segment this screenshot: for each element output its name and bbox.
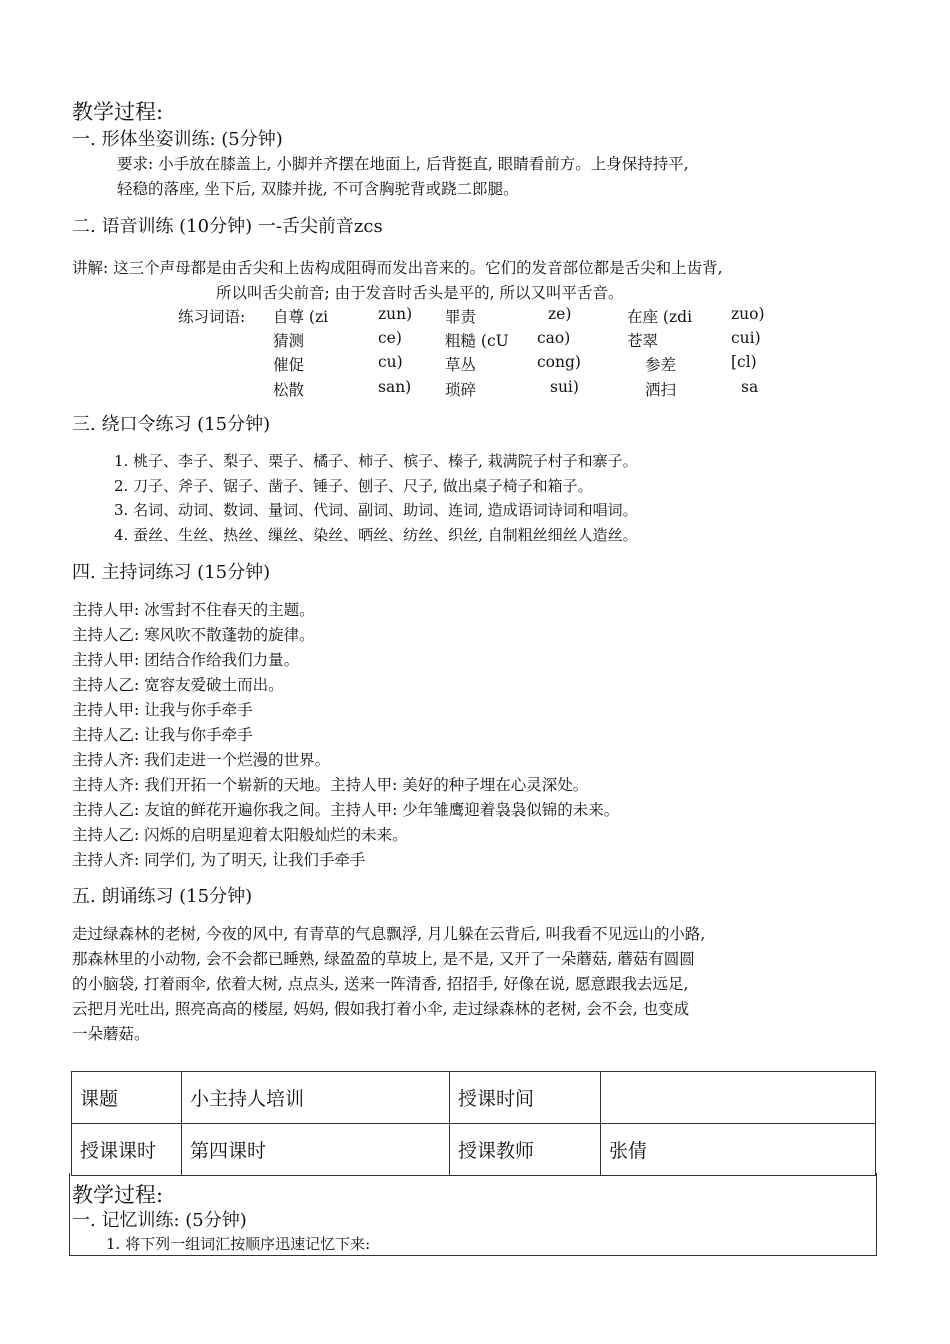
section-4-title: 四. 主持词练习 (15分钟) [72, 562, 271, 583]
memory-training-title: 一. 记忆训练: (5分钟) [72, 1210, 247, 1231]
tongue-twister-1: 1. 桃子、李子、梨子、栗子、橘子、柿子、槟子、榛子, 栽满院子村子和寨子。 [114, 452, 638, 470]
host-line-7: 主持人齐: 我们走进一个烂漫的世界。 [72, 751, 331, 769]
host-line-3: 主持人甲: 团结合作给我们力量。 [72, 651, 300, 669]
vocab-cell: 粗糙 (cU [445, 332, 509, 350]
vocab-cell: zun) [378, 305, 413, 323]
page-heading: 教学过程: [72, 100, 164, 124]
vocab-cell: sui) [550, 378, 579, 396]
lesson-time-label: 授课时间 [450, 1072, 601, 1124]
vocab-cell: 自尊 (zi [273, 308, 329, 326]
vocab-cell: 猜测 [273, 332, 305, 350]
recitation-line-1: 走过绿森林的老树, 今夜的风中, 有青草的气息飘浮, 月儿躲在云背后, 叫我看不见远山的小路, [72, 925, 706, 943]
vocab-cell: 草丛 [445, 356, 477, 374]
vocab-cell: cui) [731, 329, 761, 347]
memory-training-item-1: 1. 将下列一组词汇按顺序迅速记忆下来: [106, 1235, 371, 1253]
section-3-title: 三. 绕口令练习 (15分钟) [72, 414, 271, 435]
teacher-label: 授课教师 [450, 1124, 601, 1176]
section-1-text-line-1: 要求: 小手放在膝盖上, 小脚并齐摆在地面上, 后背挺直, 眼睛看前方。上身保持持平, [117, 155, 689, 173]
tongue-twister-3: 3. 名词、动词、数词、量词、代词、副词、助词、连词, 造成语词诗词和唱词。 [114, 501, 638, 519]
section-2-title: 二. 语音训练 (10分钟) 一-舌尖前音zcs [72, 216, 383, 237]
vocab-cell: cu) [378, 353, 403, 371]
lesson-info-table [71, 1071, 876, 1176]
vocab-cell: cong) [537, 353, 581, 371]
lesson-time-value [601, 1072, 876, 1124]
table-row [72, 1124, 876, 1176]
host-line-2: 主持人乙: 寒风吹不散蓬勃的旋律。 [72, 626, 315, 644]
lower-heading: 教学过程: [72, 1183, 164, 1207]
vocab-cell: 罪责 [445, 308, 477, 326]
lesson-period-label: 授课课时 [72, 1124, 182, 1176]
recitation-line-3: 的小脑袋, 打着雨伞, 依着大树, 点点头, 送来一阵清香, 招招手, 好像在说, 愿意跟我去远足, [72, 975, 689, 993]
vocab-cell: sa [741, 378, 759, 396]
vocab-cell: 在座 (zdi [627, 308, 693, 326]
vocab-cell: san) [378, 378, 412, 396]
vocab-cell: ze) [548, 305, 572, 323]
section-5-title: 五. 朗诵练习 (15分钟) [72, 886, 253, 907]
vocab-cell: 琐碎 [445, 381, 477, 399]
host-line-9: 主持人乙: 友谊的鲜花开遍你我之间。主持人甲: 少年雏鹰迎着袅袅似锦的未来。 [72, 801, 620, 819]
host-line-4: 主持人乙: 宽容友爱破土而出。 [72, 676, 284, 694]
host-line-5: 主持人甲: 让我与你手牵手 [72, 701, 253, 719]
vocab-cell: 催促 [273, 356, 305, 374]
vocab-cell: 参差 [645, 356, 677, 374]
vocab-cell: ce) [378, 329, 402, 347]
section-1-text-line-2: 轻稳的落座, 坐下后, 双膝并拢, 不可含胸驼背或跷二郎腿。 [117, 180, 519, 198]
subject-label: 课题 [72, 1072, 182, 1124]
teaching-process-box [69, 1173, 877, 1256]
vocab-cell: 苍翠 [627, 332, 659, 350]
lesson-period-value: 第四课时 [182, 1124, 450, 1176]
section-1-title: 一. 形体坐姿训练: (5分钟) [72, 129, 283, 150]
teacher-value: 张倩 [601, 1124, 876, 1176]
section-2-explain-line-1: 讲解: 这三个声母都是由舌尖和上齿构成阻碍而发出音来的。它们的发音部位都是舌尖和上齿背, [72, 259, 723, 277]
tongue-twister-4: 4. 蚕丝、生丝、热丝、缫丝、染丝、晒丝、纺丝、织丝, 自制粗丝细丝人造丝。 [114, 526, 638, 544]
recitation-line-2: 那森林里的小动物, 会不会都已睡熟, 绿盈盈的草坡上, 是不是, 又开了一朵蘑菇, 蘑菇有圆圆 [72, 950, 695, 968]
host-line-10: 主持人乙: 闪烁的启明星迎着太阳般灿烂的未来。 [72, 826, 408, 844]
vocab-cell: [cl) [731, 353, 757, 371]
recitation-line-4: 云把月光吐出, 照亮高高的楼屋, 妈妈, 假如我打着小伞, 走过绿森林的老树, 会不会, 也变成 [72, 1000, 690, 1018]
recitation-line-5: 一朵蘑菇。 [72, 1025, 150, 1043]
host-line-11: 主持人齐: 同学们, 为了明天, 让我们手牵手 [72, 851, 366, 869]
host-line-1: 主持人甲: 冰雪封不住春天的主题。 [72, 601, 315, 619]
subject-value: 小主持人培训 [182, 1072, 450, 1124]
section-2-explain-line-2: 所以叫舌尖前音; 由于发音时舌头是平的, 所以又叫平舌音。 [216, 284, 624, 302]
host-line-6: 主持人乙: 让我与你手牵手 [72, 726, 253, 744]
tongue-twister-2: 2. 刀子、斧子、锯子、凿子、锤子、刨子、尺子, 做出桌子椅子和箱子。 [114, 477, 593, 495]
host-line-8: 主持人齐: 我们开拓一个崭新的天地。主持人甲: 美好的种子埋在心灵深处。 [72, 776, 589, 794]
vocab-label: 练习词语: [178, 308, 246, 326]
vocab-cell: 洒扫 [645, 381, 677, 399]
vocab-cell: zuo) [731, 305, 765, 323]
table-row [72, 1072, 876, 1124]
vocab-cell: cao) [537, 329, 571, 347]
vocab-cell: 松散 [273, 381, 305, 399]
